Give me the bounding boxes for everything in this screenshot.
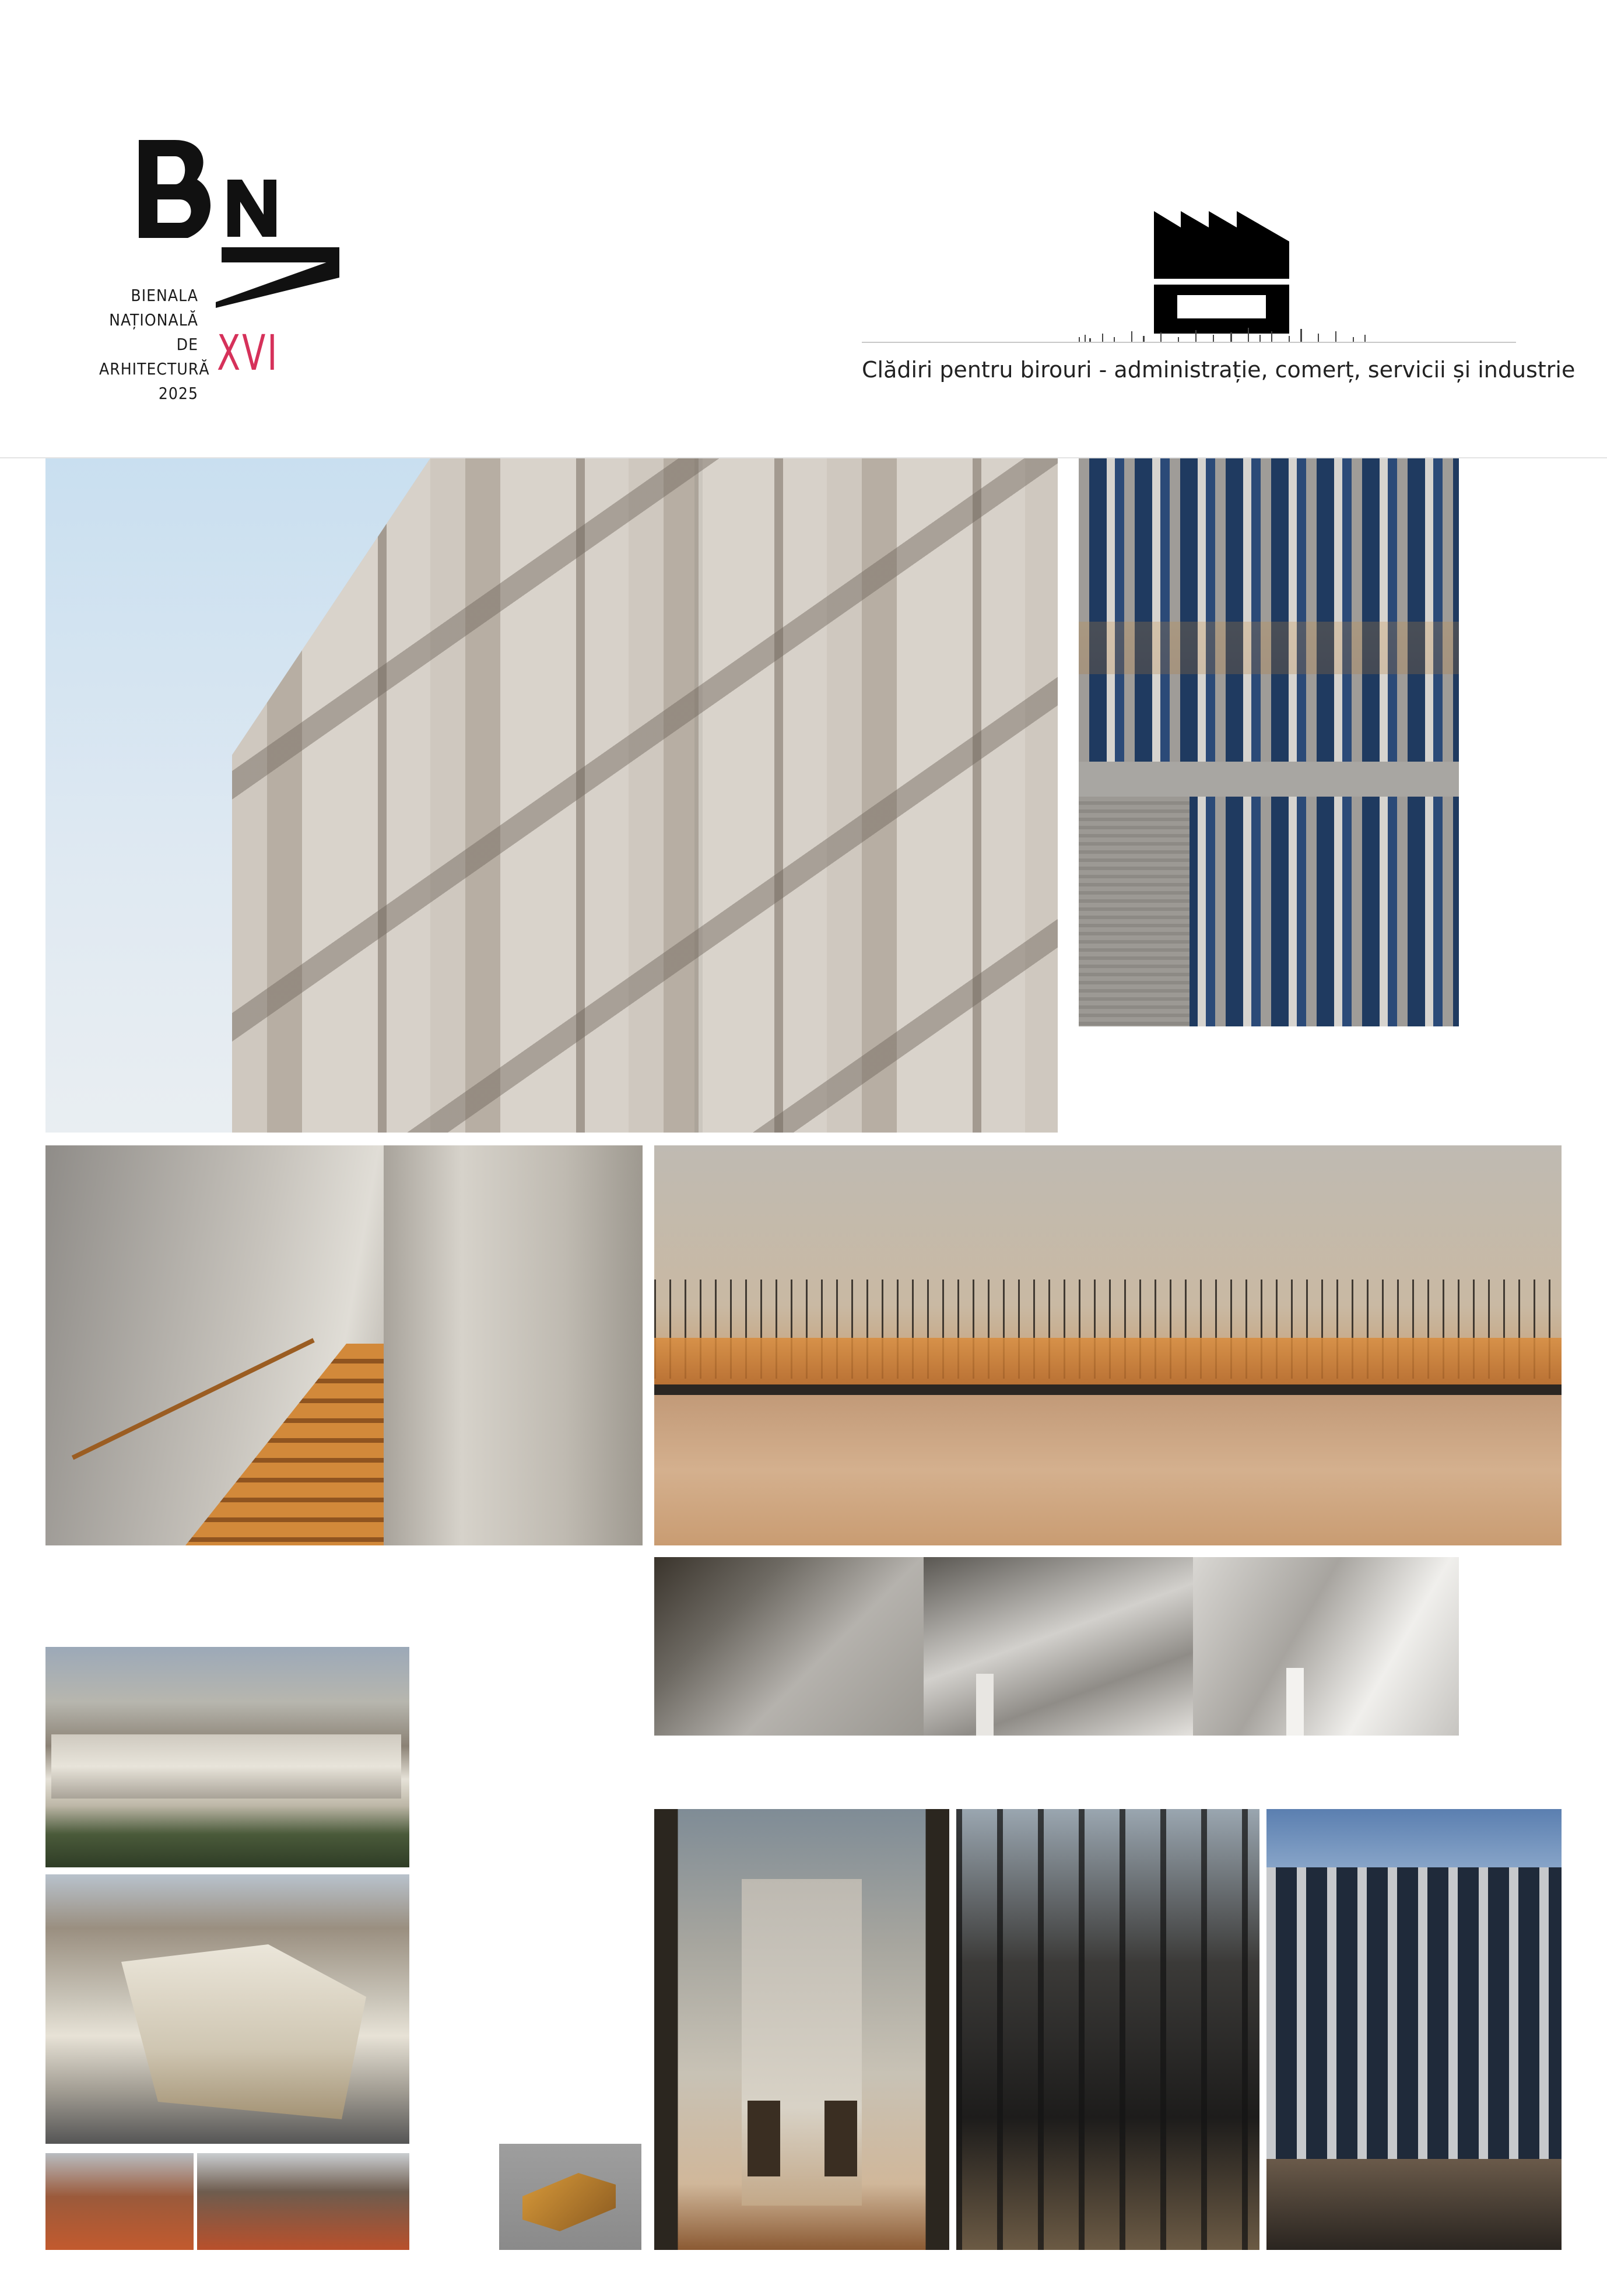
category-rule — [862, 342, 1516, 343]
photo-atrium-2 — [956, 1809, 1259, 2250]
photo-staircase — [45, 1145, 643, 1545]
photo-concrete-interior-1 — [654, 1557, 924, 1736]
photo-atrium-1 — [654, 1809, 949, 2250]
photo-aerial-view-2 — [45, 1874, 409, 2144]
photo-construction-2 — [197, 2153, 409, 2250]
logo-line-4: ARHITECTURĂ — [99, 359, 210, 378]
photo-gallery-railing — [654, 1145, 1562, 1545]
photo-facade-closeup — [45, 458, 1058, 1133]
photo-massing-model — [499, 2144, 641, 2250]
photo-aerial-view-1 — [45, 1647, 409, 1867]
bna-logo-mark — [134, 139, 344, 308]
logo-line-1: BIENALA — [131, 286, 198, 305]
photo-concrete-interior-3 — [1193, 1557, 1459, 1736]
edition-label: XVI — [217, 324, 279, 381]
photo-construction-1 — [45, 2153, 194, 2250]
category-title: Clădiri pentru birouri - administrație, comerț, servicii și industrie — [862, 357, 1576, 383]
skyline-icon — [1079, 315, 1370, 342]
photo-concrete-interior-2 — [924, 1557, 1193, 1736]
photo-atrium-3 — [1266, 1809, 1562, 2250]
logo-line-3: DE — [176, 335, 198, 354]
photo-louvre-facade — [1079, 458, 1459, 1026]
logo-line-5: 2025 — [158, 384, 198, 403]
logo-line-2: NAȚIONALĂ — [109, 310, 198, 329]
factory-icon — [1152, 204, 1292, 334]
